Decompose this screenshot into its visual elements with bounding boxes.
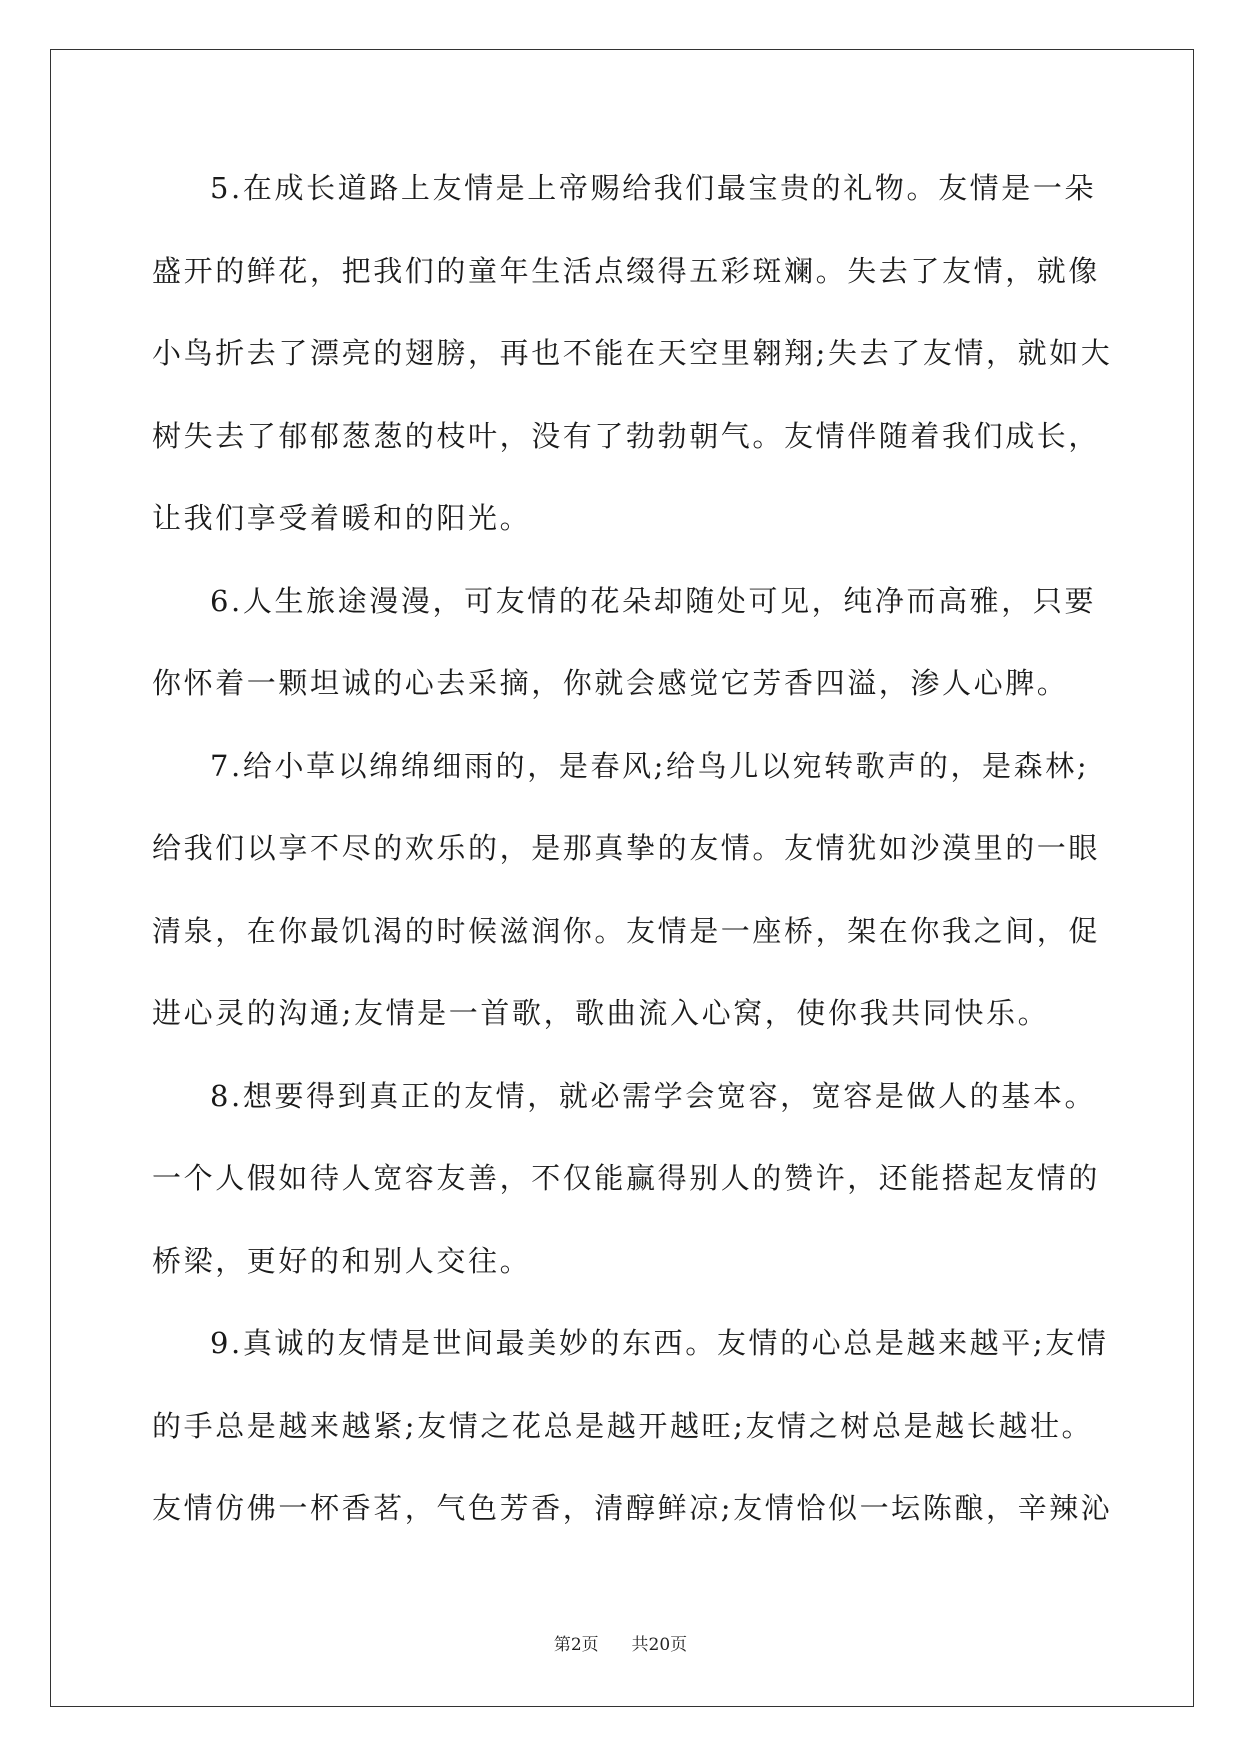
paragraph-8: [152, 1066, 1101, 1314]
text-line: 8.想要得到真正的友情，就必需学会宽容，宽容是做人的基本。: [210, 1078, 1097, 1113]
text-line: 6.人生旅途漫漫，可友情的花朵却随处可见，纯净而高雅，只要: [210, 583, 1097, 618]
paragraph-9: [152, 1313, 1113, 1561]
text-line: 盛开的鲜花，把我们的童年生活点缀得五彩斑斓。失去了友情，就像: [152, 253, 1101, 288]
text-line: 清泉，在你最饥渴的时候滋润你。友情是一座桥，架在你我之间，促: [152, 913, 1101, 948]
text-line: 进心灵的沟通;友情是一首歌，歌曲流入心窝，使你我共同快乐。: [152, 996, 1050, 1030]
page-total: 共20页: [631, 1635, 688, 1655]
text-line: 树失去了郁郁葱葱的枝叶，没有了勃勃朝气。友情伴随着我们成长，: [152, 418, 1101, 453]
paragraph-6: [152, 571, 1097, 736]
text-line: 桥梁，更好的和别人交往。: [152, 1243, 532, 1278]
text-line: 7.给小草以绵绵细雨的，是春风;给鸟儿以宛转歌声的，是森林;: [210, 748, 1090, 783]
text-line: 一个人假如待人宽容友善，不仅能赢得别人的赞许，还能搭起友情的: [152, 1161, 1101, 1195]
page-number: 第2页: [553, 1635, 599, 1655]
text-line: 给我们以享不尽的欢乐的，是那真挚的友情。友情犹如沙漠里的一眼: [152, 831, 1101, 865]
document-body: [152, 158, 1113, 1561]
text-line: 友情仿佛一杯香茗，气色芳香，清醇鲜凉;友情恰似一坛陈酿，辛辣沁: [152, 1491, 1113, 1525]
text-line: 让我们享受着暖和的阳光。: [152, 501, 532, 535]
paragraph-7: [152, 736, 1101, 1066]
paragraph-5: [152, 158, 1113, 571]
text-line: 小鸟折去了漂亮的翅膀，再也不能在天空里翱翔;失去了友情，就如大: [152, 336, 1113, 370]
text-line: 5.在成长道路上友情是上帝赐给我们最宝贵的礼物。友情是一朵: [210, 171, 1097, 205]
text-line: 的手总是越来越紧;友情之花总是越开越旺;友情之树总是越长越壮。: [152, 1408, 1094, 1443]
text-line: 9.真诚的友情是世间最美妙的东西。友情的心总是越来越平;友情: [210, 1326, 1109, 1360]
page-footer: [0, 1630, 1241, 1655]
text-line: 你怀着一颗坦诚的心去采摘，你就会感觉它芳香四溢，渗人心脾。: [152, 666, 1069, 700]
